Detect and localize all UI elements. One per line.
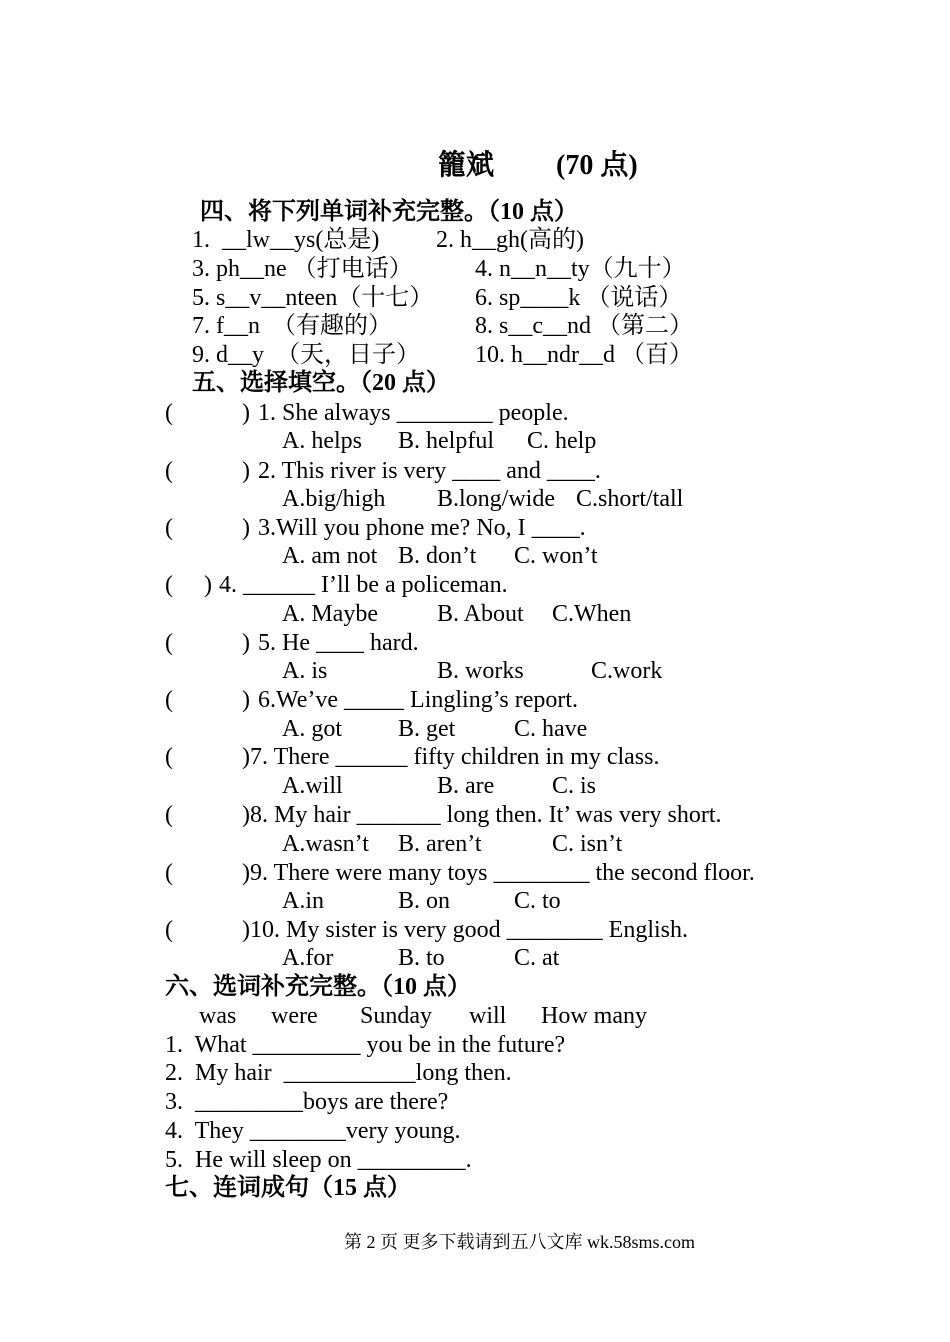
answer-paren-open: ( (165, 630, 173, 656)
answer-paren-close: ) (242, 744, 250, 770)
word-bank-item: Sunday (360, 1003, 432, 1029)
option-c: C. isn’t (552, 831, 623, 857)
option-b: B. aren’t (398, 831, 482, 857)
option-c: C. won’t (514, 543, 598, 569)
answer-paren-close: ) (242, 917, 250, 943)
fill-item: 3. _________boys are there? (165, 1089, 449, 1115)
option-c: C. at (514, 945, 560, 971)
option-a: A.big/high (282, 486, 386, 512)
option-a: A. helps (282, 428, 362, 454)
word-bank-item: How many (541, 1003, 647, 1029)
answer-paren-close: ) (242, 400, 250, 426)
fill-item: 5. He will sleep on _________. (165, 1147, 472, 1173)
option-a: A. got (282, 716, 342, 742)
option-b: B. helpful (398, 428, 494, 454)
option-b: B. on (398, 888, 451, 914)
s4-item: 6. sp____k （说话） (475, 285, 683, 311)
question-text: 2. This river is very ____ and ____. (258, 458, 601, 484)
answer-paren-open: ( (165, 802, 173, 828)
answer-paren-close: ) (242, 802, 250, 828)
word-bank-item: were (271, 1003, 318, 1029)
s4-item: 1. __lw__ys(总是) (192, 227, 380, 253)
section6-heading: 六、选词补充完整。（10 点） (165, 974, 471, 1000)
answer-paren-open: ( (165, 572, 173, 598)
s4-item: 8. s__c__nd （第二） (475, 313, 693, 339)
word-bank-item: was (199, 1003, 237, 1029)
section5-heading: 五、选择填空。（20 点） (192, 370, 450, 396)
fill-item: 1. What _________ you be in the future? (165, 1032, 566, 1058)
option-c: C. to (514, 888, 561, 914)
question-text: 8. My hair _______ long then. It’ was very short. (250, 802, 722, 828)
fill-item: 4. They ________very young. (165, 1118, 461, 1144)
option-a: A.will (282, 773, 343, 799)
s4-item: 5. s__v__nteen（十七） (192, 285, 434, 311)
answer-paren-open: ( (165, 400, 173, 426)
option-c: C. is (552, 773, 597, 799)
s4-item: 3. ph__ne （打电话） (192, 256, 413, 282)
option-c: C.When (552, 601, 632, 627)
option-a: A.wasn’t (282, 831, 369, 857)
answer-paren-open: ( (165, 458, 173, 484)
page-title-points: (70 点) (556, 150, 638, 181)
s4-item: 2. h__gh(高的) (436, 227, 584, 253)
question-text: 3.Will you phone me? No, I ____. (258, 515, 586, 541)
question-text: 10. My sister is very good ________ English. (250, 917, 688, 943)
s4-item: 9. d__y （天，日子） (192, 342, 420, 368)
s4-item: 10. h__ndr__d （百） (475, 342, 693, 368)
answer-paren-open: ( (165, 860, 173, 886)
option-a: A. Maybe (282, 601, 378, 627)
question-text: 7. There ______ fifty children in my class. (250, 744, 660, 770)
option-c: C. have (514, 716, 588, 742)
answer-paren-open: ( (165, 687, 173, 713)
option-a: A. is (282, 658, 328, 684)
word-bank-item: will (469, 1003, 507, 1029)
option-b: B. don’t (398, 543, 477, 569)
option-c: C.short/tall (576, 486, 684, 512)
answer-paren-close: ) (242, 458, 250, 484)
option-a: A.for (282, 945, 334, 971)
section7-heading: 七、连词成句（15 点） (165, 1175, 411, 1201)
fill-item: 2. My hair ___________long then. (165, 1060, 512, 1086)
question-text: 6.We’ve _____ Lingling’s report. (258, 687, 579, 713)
page-footer: 第 2 页 更多下载请到五八文库 wk.58sms.com (344, 1232, 695, 1252)
option-b: B. to (398, 945, 445, 971)
answer-paren-open: ( (165, 917, 173, 943)
answer-paren-close: ) (204, 572, 212, 598)
option-b: B.long/wide (437, 486, 555, 512)
option-a: A.in (282, 888, 324, 914)
section4-heading: 四、将下列单词补充完整。（10 点） (200, 199, 578, 225)
option-c: C.work (591, 658, 663, 684)
answer-paren-close: ) (242, 687, 250, 713)
answer-paren-open: ( (165, 744, 173, 770)
question-text: 4. ______ I’ll be a policeman. (219, 572, 508, 598)
answer-paren-open: ( (165, 515, 173, 541)
answer-paren-close: ) (242, 630, 250, 656)
option-b: B. About (437, 601, 524, 627)
option-b: B. are (437, 773, 495, 799)
answer-paren-close: ) (242, 860, 250, 886)
option-c: C. help (527, 428, 597, 454)
s4-item: 7. f__n （有趣的） (192, 313, 392, 339)
page-title: 籠斌 (438, 150, 495, 181)
question-text: 1. She always ________ people. (258, 400, 569, 426)
option-b: B. get (398, 716, 456, 742)
option-b: B. works (437, 658, 524, 684)
question-text: 9. There were many toys ________ the second floor. (250, 860, 755, 886)
option-a: A. am not (282, 543, 378, 569)
answer-paren-close: ) (242, 515, 250, 541)
question-text: 5. He ____ hard. (258, 630, 419, 656)
s4-item: 4. n__n__ty（九十） (475, 256, 686, 282)
